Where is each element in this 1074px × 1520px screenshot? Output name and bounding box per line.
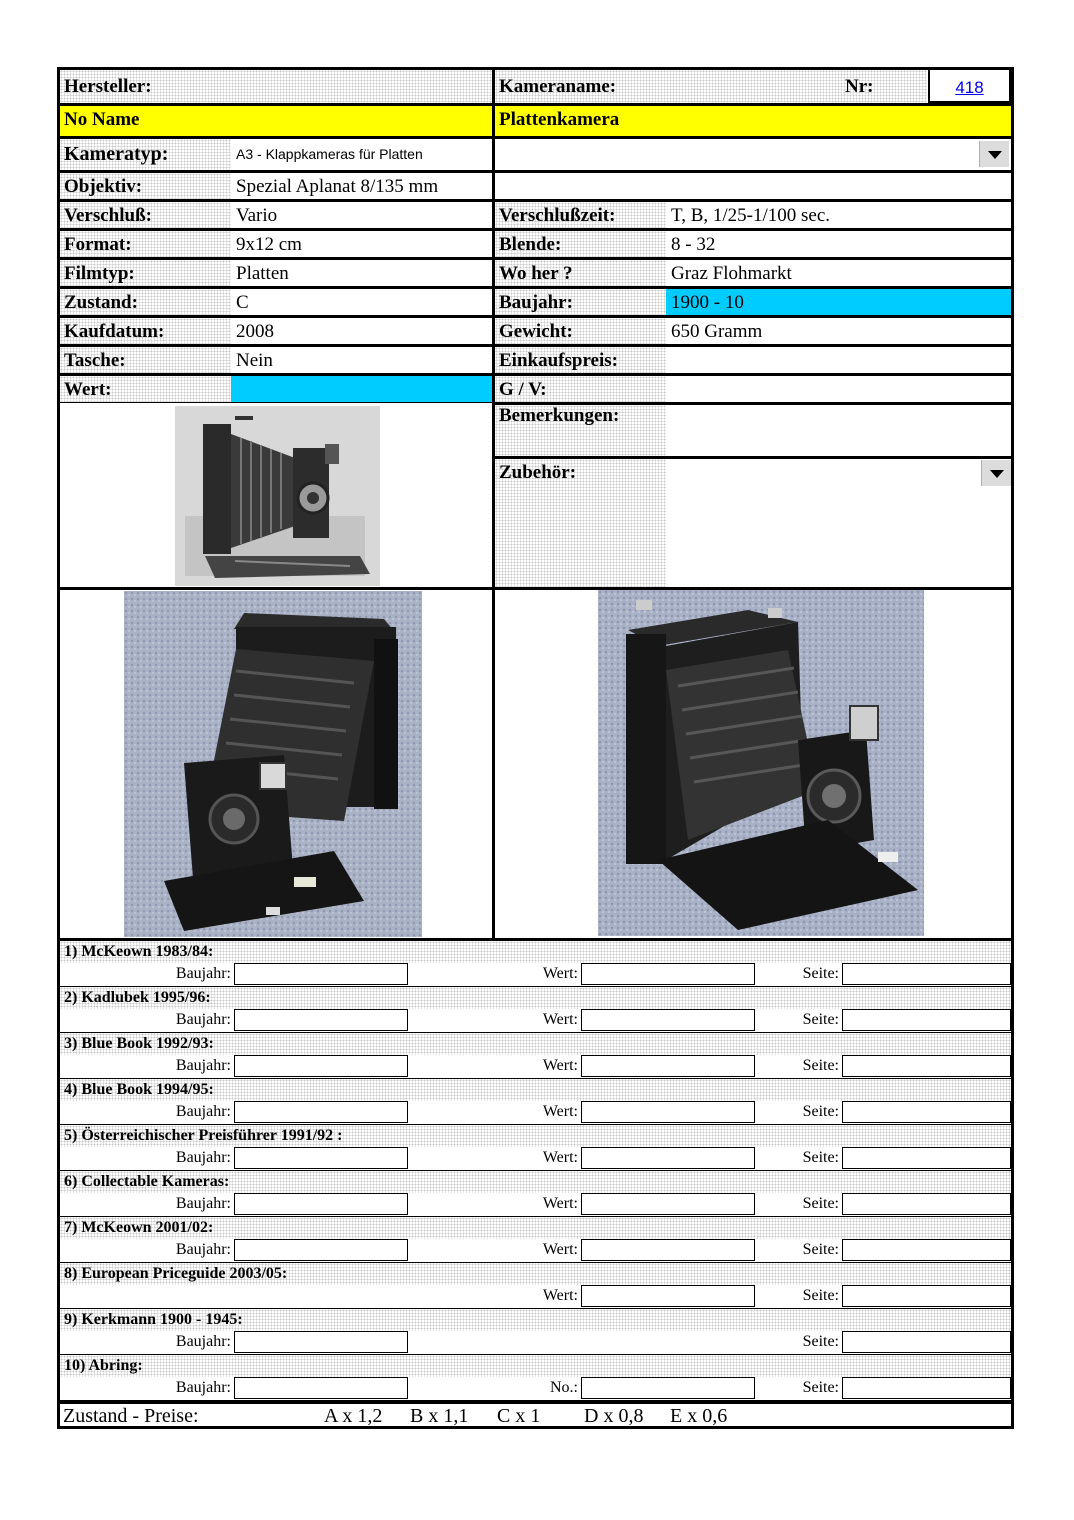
multiplier-e: E x 0,6 xyxy=(670,1405,728,1427)
baujahr-label: Baujahr: xyxy=(495,289,666,315)
reference-wert-label: Wert: xyxy=(542,1287,578,1304)
reference-wert-label: Wert: xyxy=(542,1057,578,1074)
reference-seite-field[interactable] xyxy=(842,1147,1011,1169)
zustand-label: Zustand: xyxy=(60,289,231,315)
kameraname-value: Plattenkamera xyxy=(495,106,1011,136)
reference-baujahr-field[interactable] xyxy=(234,1331,408,1353)
divider xyxy=(60,315,1011,318)
divider xyxy=(60,286,1011,289)
reference-title: 9) Kerkmann 1900 - 1945: xyxy=(60,1309,1011,1331)
reference-wert-label: Wert: xyxy=(542,1195,578,1212)
einkaufspreis-label: Einkaufspreis: xyxy=(495,347,666,373)
einkaufspreis-value xyxy=(666,347,1011,373)
zustand-value: C xyxy=(231,289,492,315)
gv-value xyxy=(666,376,1011,402)
hersteller-value: No Name xyxy=(60,106,492,136)
reference-wert-label: Wert: xyxy=(542,965,578,982)
reference-seite-label: Seite: xyxy=(802,1195,839,1212)
reference-baujahr-label: Baujahr: xyxy=(175,1057,231,1074)
reference-baujahr-field[interactable] xyxy=(234,963,408,985)
reference-wert-label: Wert: xyxy=(542,1103,578,1120)
reference-baujahr-label: Baujahr: xyxy=(175,965,231,982)
format-value: 9x12 cm xyxy=(231,231,492,257)
divider xyxy=(492,70,495,938)
kameratyp-select[interactable]: A3 - Klappkameras für Platten xyxy=(231,139,1011,170)
reference-baujahr-field[interactable] xyxy=(234,1055,408,1077)
reference-seite-field[interactable] xyxy=(842,1055,1011,1077)
divider xyxy=(495,456,1011,459)
tasche-value: Nein xyxy=(231,347,492,373)
reference-title: 2) Kadlubek 1995/96: xyxy=(60,987,1011,1009)
reference-seite-label: Seite: xyxy=(802,1333,839,1350)
zubehoer-label: Zubehör: xyxy=(495,459,666,587)
kameratyp-dropdown-arrow-icon[interactable] xyxy=(979,141,1009,167)
hersteller-label: Hersteller: xyxy=(60,70,492,103)
divider xyxy=(60,344,1011,347)
reference-title: 8) European Priceguide 2003/05: xyxy=(60,1263,1011,1285)
catalog-image-cell xyxy=(60,402,492,587)
blende-value: 8 - 32 xyxy=(666,231,1011,257)
reference-seite-field[interactable] xyxy=(842,1239,1011,1261)
reference-baujahr-label: Baujahr: xyxy=(175,1195,231,1212)
divider xyxy=(60,136,1011,139)
reference-seite-label: Seite: xyxy=(802,1103,839,1120)
reference-seite-label: Seite: xyxy=(802,1057,839,1074)
reference-seite-field[interactable] xyxy=(842,1331,1011,1353)
kameratyp-label: Kameratyp: xyxy=(60,139,231,170)
woher-label: Wo her ? xyxy=(495,260,666,286)
gv-label: G / V: xyxy=(495,376,666,402)
divider xyxy=(60,228,1011,231)
reference-wert-label: Wert: xyxy=(542,1011,578,1028)
kameraname-label: Kameraname: xyxy=(495,70,927,103)
divider xyxy=(60,257,1011,260)
wert-value xyxy=(231,376,492,402)
camera-record-sheet xyxy=(57,67,1014,1429)
multiplier-b: B x 1,1 xyxy=(410,1405,469,1427)
filmtyp-value: Platten xyxy=(231,260,492,286)
kaufdatum-value: 2008 xyxy=(231,318,492,344)
camera-photo-front xyxy=(124,591,422,937)
reference-title: 5) Österreichischer Preisführer 1991/92 : xyxy=(60,1125,1011,1147)
reference-title: 10) Abring: xyxy=(60,1355,1011,1377)
bemerkungen-label: Bemerkungen: xyxy=(495,402,666,456)
reference-baujahr-label: Baujahr: xyxy=(175,1379,231,1396)
divider xyxy=(60,587,1011,590)
blende-label: Blende: xyxy=(495,231,666,257)
gewicht-label: Gewicht: xyxy=(495,318,666,344)
verschlusszeit-value: T, B, 1/25-1/100 sec. xyxy=(666,202,1011,228)
zustand-preise-label: Zustand - Preise: xyxy=(63,1405,199,1427)
reference-title: 7) McKeown 2001/02: xyxy=(60,1217,1011,1239)
reference-title: 3) Blue Book 1992/93: xyxy=(60,1033,1011,1055)
reference-baujahr-label: Baujahr: xyxy=(175,1333,231,1350)
photo-left-cell xyxy=(60,590,492,938)
reference-baujahr-field[interactable] xyxy=(234,1239,408,1261)
divider xyxy=(60,402,492,403)
tasche-label: Tasche: xyxy=(60,347,231,373)
filmtyp-label: Filmtyp: xyxy=(60,260,231,286)
divider xyxy=(495,402,1011,405)
bemerkungen-value xyxy=(666,402,1011,456)
nr-link[interactable]: 418 xyxy=(928,70,1011,103)
reference-baujahr-field[interactable] xyxy=(234,1101,408,1123)
divider xyxy=(60,199,1011,202)
reference-seite-field[interactable] xyxy=(842,1101,1011,1123)
multiplier-a: A x 1,2 xyxy=(324,1405,383,1427)
objektiv-value: Spezial Aplanat 8/135 mm xyxy=(231,173,1011,199)
reference-seite-label: Seite: xyxy=(802,1287,839,1304)
reference-wert-label: No.: xyxy=(550,1379,578,1396)
reference-baujahr-field[interactable] xyxy=(234,1009,408,1031)
reference-baujahr-field[interactable] xyxy=(234,1377,408,1399)
divider xyxy=(60,373,1011,376)
gewicht-value: 650 Gramm xyxy=(666,318,1011,344)
nr-label: Nr: xyxy=(845,76,874,97)
references-section xyxy=(60,941,1011,1401)
camera-catalog-illustration xyxy=(175,406,380,586)
camera-photo-side xyxy=(598,590,924,936)
reference-baujahr-field[interactable] xyxy=(234,1193,408,1215)
reference-seite-label: Seite: xyxy=(802,965,839,982)
divider xyxy=(60,103,1011,106)
verschluss-label: Verschluß: xyxy=(60,202,231,228)
reference-seite-field[interactable] xyxy=(842,1193,1011,1215)
woher-value: Graz Flohmarkt xyxy=(666,260,1011,286)
reference-wert-label: Wert: xyxy=(542,1241,578,1258)
verschlusszeit-label: Verschlußzeit: xyxy=(495,202,666,228)
kaufdatum-label: Kaufdatum: xyxy=(60,318,231,344)
reference-baujahr-field[interactable] xyxy=(234,1147,408,1169)
wert-label: Wert: xyxy=(60,376,231,402)
reference-title: 6) Collectable Kameras: xyxy=(60,1171,1011,1193)
reference-seite-field[interactable] xyxy=(842,1009,1011,1031)
photo-right-cell xyxy=(495,590,1011,938)
reference-seite-field[interactable] xyxy=(842,1377,1011,1399)
objektiv-label: Objektiv: xyxy=(60,173,231,199)
format-label: Format: xyxy=(60,231,231,257)
reference-seite-label: Seite: xyxy=(802,1011,839,1028)
reference-baujahr-label: Baujahr: xyxy=(175,1149,231,1166)
reference-seite-label: Seite: xyxy=(802,1149,839,1166)
reference-baujahr-label: Baujahr: xyxy=(175,1011,231,1028)
reference-seite-label: Seite: xyxy=(802,1379,839,1396)
baujahr-value: 1900 - 10 xyxy=(666,289,1011,315)
verschluss-value: Vario xyxy=(231,202,492,228)
reference-baujahr-label: Baujahr: xyxy=(175,1241,231,1258)
reference-seite-field[interactable] xyxy=(842,963,1011,985)
multiplier-d: D x 0,8 xyxy=(584,1405,644,1427)
reference-seite-label: Seite: xyxy=(802,1241,839,1258)
reference-title: 4) Blue Book 1994/95: xyxy=(60,1079,1011,1101)
reference-seite-field[interactable] xyxy=(842,1285,1011,1307)
reference-title: 1) McKeown 1983/84: xyxy=(60,941,1011,963)
zubehoer-dropdown-arrow-icon[interactable] xyxy=(981,460,1011,486)
reference-wert-label: Wert: xyxy=(542,1149,578,1166)
divider xyxy=(60,170,1011,173)
reference-baujahr-label: Baujahr: xyxy=(175,1103,231,1120)
zubehoer-value[interactable] xyxy=(666,459,1011,587)
multiplier-c: C x 1 xyxy=(497,1405,541,1427)
